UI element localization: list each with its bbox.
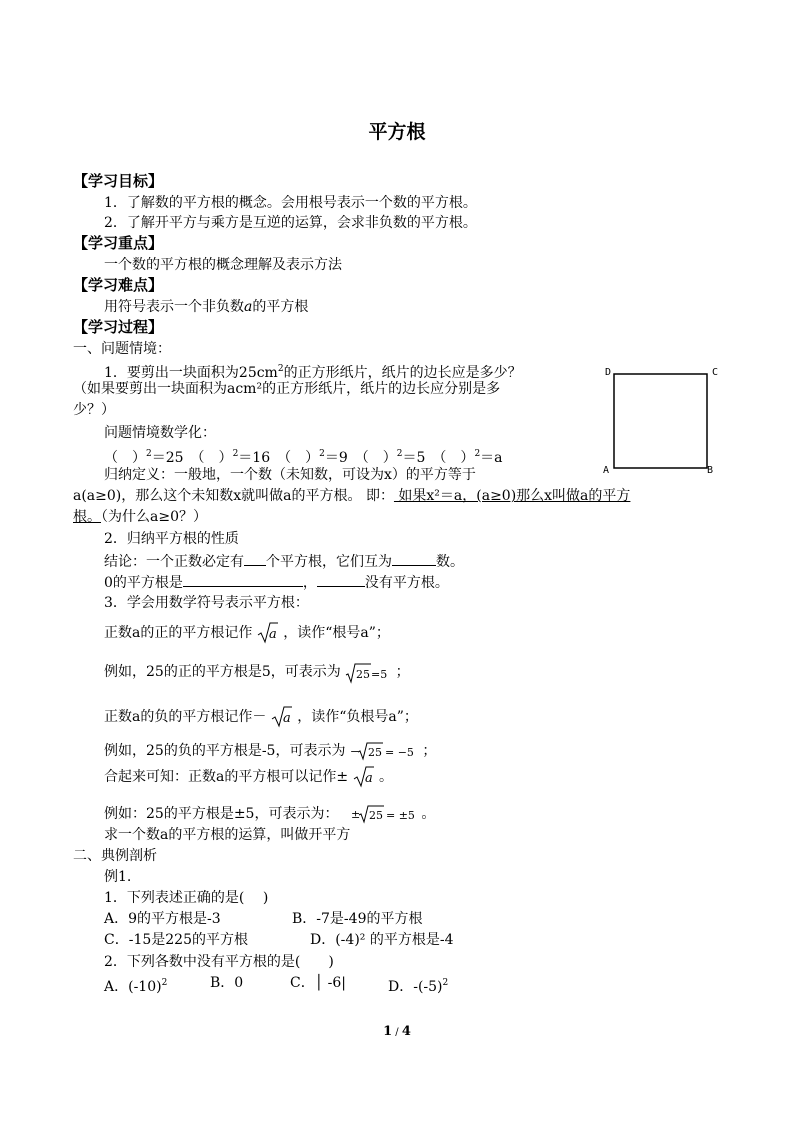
- negative-root-b: ，读作“负根号a”；: [297, 709, 418, 725]
- svg-text:= ±5: = ±5: [385, 809, 415, 822]
- q1-line3: 少？）: [73, 402, 115, 418]
- difficulty-text: [104, 298, 308, 316]
- svg-text:a: a: [364, 771, 373, 786]
- svg-text:25: 25: [356, 668, 371, 681]
- example3-tail: 。: [421, 806, 436, 822]
- eq-part-3: ＝16 （ ）: [238, 450, 320, 466]
- example3-line: [104, 802, 435, 826]
- example2-tail: ；: [422, 743, 437, 759]
- q1-sup: 2: [277, 364, 284, 374]
- q2-option-a-sup: 2: [161, 978, 168, 988]
- q2-option-d[interactable]: [388, 974, 448, 996]
- square-label-b: B: [707, 465, 714, 476]
- eq-part-5: ＝5 （ ）: [402, 450, 475, 466]
- definition-line3: [73, 508, 207, 526]
- q1-line1-text: 1．要剪出一块面积为25cm: [104, 365, 278, 381]
- eq-part-2: ＝25 （ ）: [151, 450, 233, 466]
- combined-a: 合起来可知：正数a的平方根可以记作±: [104, 769, 349, 785]
- sqrt-a-icon: [257, 621, 279, 645]
- positive-root-a: 正数a的正的平方根记作: [104, 625, 253, 641]
- svg-text:= −5: = −5: [384, 746, 414, 759]
- square-shape: [614, 374, 707, 468]
- conclusion-c: 数。: [436, 554, 464, 570]
- square-label-a: A: [603, 465, 610, 476]
- focus-heading: 【学习重点】: [73, 234, 164, 252]
- sqrt-a-icon: [353, 765, 375, 789]
- q2-option-d-text: D．-(-5): [388, 979, 443, 995]
- blank-no-root[interactable]: [317, 572, 365, 587]
- difficulty-heading: 【学习难点】: [73, 276, 164, 294]
- sqrt-25-icon: [345, 660, 391, 684]
- combined-b: 。: [378, 769, 393, 785]
- q1-line1: [104, 360, 522, 382]
- zero-b: ，: [302, 575, 317, 591]
- page-total: 4: [401, 1024, 411, 1039]
- eq-part-4: ＝9 （ ）: [324, 450, 397, 466]
- goals-heading: 【学习目标】: [73, 172, 164, 190]
- blank-zero-root[interactable]: [183, 572, 303, 587]
- symbol-title: 3．学会用数学符号表示平方根：: [104, 595, 309, 611]
- example1-line: [104, 659, 410, 685]
- eq-sup-2: 2: [232, 449, 239, 459]
- part1-heading: 一、问题情境：: [73, 341, 171, 357]
- example1-tail: ；: [395, 664, 410, 680]
- goal-item-2: 2．了解开平方与乘方是互逆的运算，会求非负数的平方根。: [104, 215, 477, 231]
- example2-line: [104, 739, 436, 763]
- zero-c: 没有平方根。: [364, 575, 449, 591]
- definition-line2: [73, 487, 630, 505]
- eq-part-1: （ ）: [104, 450, 146, 466]
- svg-text:±: ±: [350, 808, 361, 821]
- zero-a: 0的平方根是: [104, 575, 183, 591]
- process-heading: 【学习过程】: [73, 318, 164, 336]
- eq-sup-4: 2: [396, 449, 403, 459]
- q2-option-c[interactable]: C．│ -6|: [290, 975, 346, 991]
- zero-line: [104, 572, 449, 592]
- blank-count[interactable]: [244, 551, 266, 566]
- difficulty-var: a: [244, 299, 253, 315]
- example2-text: 例如，25的负的平方根是-5，可表示为: [104, 743, 346, 759]
- neg-sqrt-25-icon: [350, 740, 418, 762]
- operation-text: 求一个数a的平方根的运算，叫做开平方: [104, 827, 351, 843]
- example1-text: 例如，25的正的平方根是5，可表示为: [104, 664, 341, 680]
- focus-text: 一个数的平方根的概念理解及表示方法: [104, 257, 342, 273]
- positive-root-b: ，读作“根号a”；: [283, 625, 390, 641]
- square-label-c: C: [712, 367, 719, 378]
- q1-option-d[interactable]: D．(-4)² 的平方根是-4: [310, 932, 454, 948]
- difficulty-text-after: 的平方根: [252, 299, 309, 315]
- svg-text:25: 25: [367, 746, 382, 759]
- q2-option-b[interactable]: B．0: [210, 975, 244, 991]
- q2-option-a[interactable]: [104, 974, 167, 996]
- question1: 1．下列表述正确的是( ): [104, 890, 269, 906]
- example3-text: 例如：25的平方根是±5，可表示为：: [104, 806, 339, 822]
- eq-sup-5: 2: [474, 449, 481, 459]
- positive-root-line: [104, 620, 390, 646]
- definition-line1: 归纳定义：一般地，一个数（未知数，可设为x）的平方等于: [104, 467, 476, 483]
- svg-text:25: 25: [368, 809, 383, 822]
- pm-sqrt-25-icon: [343, 803, 417, 825]
- question2: 2．下列各数中没有平方根的是( ): [104, 954, 334, 970]
- q1-line1-end: 的正方形纸片，纸片的边长应是多少？: [283, 365, 522, 381]
- page-number: 1: [383, 1024, 393, 1039]
- goal-item-1: 1．了解数的平方根的概念。会用根号表示一个数的平方根。: [104, 195, 477, 211]
- definition-underlined-2: 根。: [73, 509, 101, 525]
- page-footer: [0, 1024, 794, 1039]
- q2-option-a-text: A．(-10): [104, 979, 162, 995]
- difficulty-text-before: 用符号表示一个非负数: [104, 299, 244, 315]
- q1-line2: （如果要剪出一块面积为acm²的正方形纸片，纸片的边长应分别是多: [73, 381, 501, 397]
- eq-sup-1: 2: [146, 449, 152, 459]
- q2-option-d-sup: 2: [442, 978, 449, 988]
- eq-sup-3: 2: [319, 449, 325, 459]
- conclusion-a: 结论：一个正数必定有: [104, 554, 244, 570]
- definition-underlined-1: 如果x²＝a，(a≥0)那么x叫做a的平方: [393, 488, 631, 504]
- eq-part-6: ＝a: [480, 450, 503, 466]
- definition-question: （为什么a≥0？）: [101, 509, 207, 525]
- negative-root-line: [104, 704, 418, 730]
- svg-text:=5: =5: [371, 668, 388, 681]
- part2-heading: 二、典例剖析: [73, 848, 157, 864]
- math-label: 问题情境数学化：: [104, 425, 216, 441]
- blank-relation[interactable]: [392, 551, 436, 566]
- combined-line: [104, 764, 393, 790]
- square-figure: [600, 364, 724, 476]
- conclusion-line: [104, 551, 464, 571]
- sqrt-a-icon: [271, 705, 293, 729]
- definition-line2-text: a(a≥0)，那么这个未知数x就叫做a的平方根。 即：: [73, 488, 394, 504]
- svg-text:a: a: [268, 627, 277, 642]
- q1-option-c[interactable]: C．-15是225的平方根: [104, 932, 248, 948]
- q1-option-b[interactable]: B．-7是-49的平方根: [292, 911, 423, 927]
- equation-line: [104, 445, 503, 467]
- conclusion-b: 个平方根，它们互为: [266, 554, 392, 570]
- svg-text:a: a: [282, 711, 291, 726]
- property-title: 2．归纳平方根的性质: [104, 531, 239, 547]
- q1-option-a[interactable]: A．9的平方根是-3: [104, 911, 221, 927]
- page-separator: /: [392, 1027, 402, 1038]
- negative-root-a: 正数a的负的平方根记作－: [104, 709, 267, 725]
- example-label: 例1.: [104, 869, 132, 885]
- page-title: 平方根: [368, 121, 426, 143]
- svg-text:−: −: [349, 745, 360, 758]
- square-label-d: D: [605, 367, 612, 378]
